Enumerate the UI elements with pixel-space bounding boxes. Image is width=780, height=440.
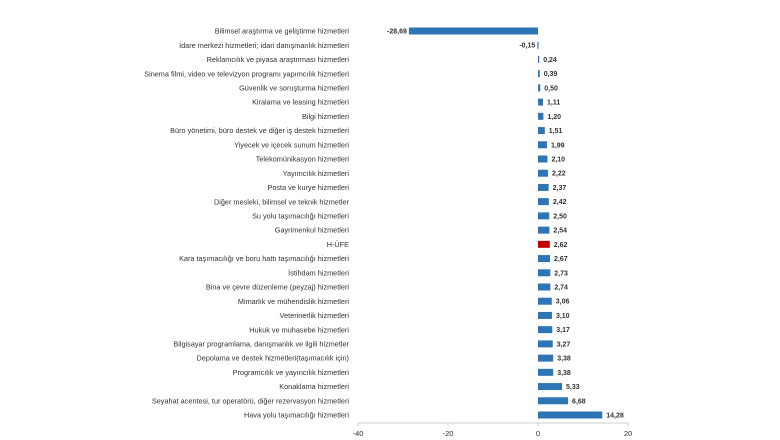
category-label: Yayımcılık hizmetleri	[282, 168, 349, 178]
category-label: Depolama ve destek hizmetleri(taşımacılık için)	[196, 353, 349, 363]
category-label: Bilgisayar programlama, danışmanlık ve ilgili hizmetler	[173, 339, 349, 349]
value-label: 2,73	[554, 270, 568, 278]
category-label: Telekomünikasyon hizmetleri	[255, 154, 349, 164]
bar	[538, 170, 548, 177]
category-label: Seyahat acentesi, tur operatörü, diğer rezervasyon hizmetleri	[151, 396, 349, 406]
bars	[409, 28, 602, 419]
value-label: 2,42	[552, 199, 567, 207]
value-label: 6,68	[572, 398, 586, 406]
value-label: 3,38	[557, 355, 571, 363]
bar	[538, 99, 543, 106]
value-label: 5,33	[565, 384, 580, 392]
bar	[538, 84, 540, 91]
category-label: Kiralama ve leasing hizmetleri	[252, 97, 349, 107]
category-label: Posta ve kurye hizmetleri	[267, 183, 349, 193]
value-label: 3,38	[557, 369, 571, 377]
value-label: -28,69	[387, 28, 407, 36]
category-label: Sinema filmi, video ve televizyon programı yapımcılık hizmetleri	[144, 69, 349, 79]
bar	[538, 212, 549, 219]
bar	[538, 141, 547, 148]
category-label: Gayrimenkul hizmetleri	[274, 225, 349, 235]
category-label: Yiyecek ve içecek sunum hizmetleri	[234, 140, 349, 150]
category-label: Diğer mesleki, bilimsel ve teknik hizmetler	[213, 197, 349, 207]
x-tick-label: 20	[623, 429, 633, 438]
bar-highlight	[538, 241, 550, 248]
bar	[538, 269, 550, 276]
bar	[538, 412, 602, 419]
value-label: 2,67	[554, 256, 568, 264]
value-label: 2,22	[551, 170, 566, 178]
category-label: Veterinerlik hizmetleri	[279, 311, 349, 321]
value-label: -0,15	[519, 42, 536, 50]
value-label: 2,74	[554, 284, 568, 292]
category-label: Kara taşımacılığı ve boru hattı taşımacılığı hizmetleri	[179, 254, 349, 264]
value-label: 0,39	[543, 71, 558, 79]
value-label: 2,10	[551, 156, 566, 164]
x-tick-label: 0	[535, 429, 541, 438]
bar	[538, 298, 552, 305]
bar	[538, 70, 540, 77]
value-label: 0,50	[544, 85, 558, 93]
category-label: Büro yönetimi, büro destek ve diğer iş destek hizmetleri	[170, 126, 349, 136]
x-tick-label: -40	[352, 429, 364, 438]
category-label: Konaklama hizmetleri	[279, 382, 349, 392]
bar	[538, 397, 568, 404]
value-label: 3,17	[556, 327, 570, 335]
bar	[538, 227, 549, 234]
category-label: Programcılık ve yayıncılık hizmetleri	[232, 367, 349, 377]
bar	[538, 340, 553, 347]
value-label: 0,24	[543, 56, 557, 64]
bar	[538, 355, 553, 362]
bar	[538, 284, 550, 291]
category-label: Güvenlik ve soruşturma hizmetleri	[239, 83, 349, 93]
category-label: Mimarlık ve mühendislik hizmetleri	[237, 296, 349, 306]
bar	[537, 42, 538, 49]
x-tick-label: -20	[442, 429, 454, 438]
value-label: 1,11	[546, 99, 561, 107]
value-label: 3,10	[555, 312, 570, 320]
value-label: 1,20	[547, 113, 562, 121]
category-label: Hava yolu taşımacılığı hizmetleri	[243, 410, 349, 420]
category-label: Bina ve çevre düzenleme (peyzaj) hizmetleri	[205, 282, 349, 292]
value-label: 3,06	[555, 298, 570, 306]
value-label: 2,62	[553, 241, 568, 249]
category-label: İdare merkezi hizmetleri; idari danışmanlık hizmetleri	[179, 40, 349, 50]
bar	[409, 28, 538, 35]
value-label: 2,54	[553, 227, 568, 235]
category-label: Bilgi hizmetleri	[301, 111, 349, 121]
category-label: H-ÜFE	[326, 239, 349, 249]
category-label: İstihdam hizmetleri	[288, 268, 349, 278]
bar	[538, 113, 543, 120]
category-label: Bilimsel araştırma ve geliştirme hizmetleri	[214, 26, 349, 36]
bar	[538, 184, 549, 191]
x-axis	[353, 423, 633, 438]
bar	[538, 383, 562, 390]
bar	[538, 326, 552, 333]
value-label: 3,27	[556, 341, 571, 349]
bar	[538, 255, 550, 262]
bar	[538, 56, 539, 63]
value-label: 14,28	[606, 412, 624, 420]
value-label: 1,99	[550, 142, 565, 150]
bar	[538, 369, 553, 376]
category-label: Reklamcılık ve piyasa araştırması hizmetleri	[206, 55, 349, 65]
bar	[538, 156, 547, 163]
category-label: Hukuk ve muhasebe hizmetleri	[249, 325, 349, 335]
value-label: 2,37	[552, 184, 567, 192]
category-label: Su yolu taşımacılığı hizmetleri	[252, 211, 349, 221]
value-labels	[387, 29, 624, 420]
value-label: 2,50	[553, 213, 567, 221]
bar	[538, 198, 549, 205]
bar	[538, 127, 545, 134]
bar	[538, 312, 552, 319]
category-labels	[144, 27, 349, 420]
value-label: 1,51	[548, 128, 563, 136]
